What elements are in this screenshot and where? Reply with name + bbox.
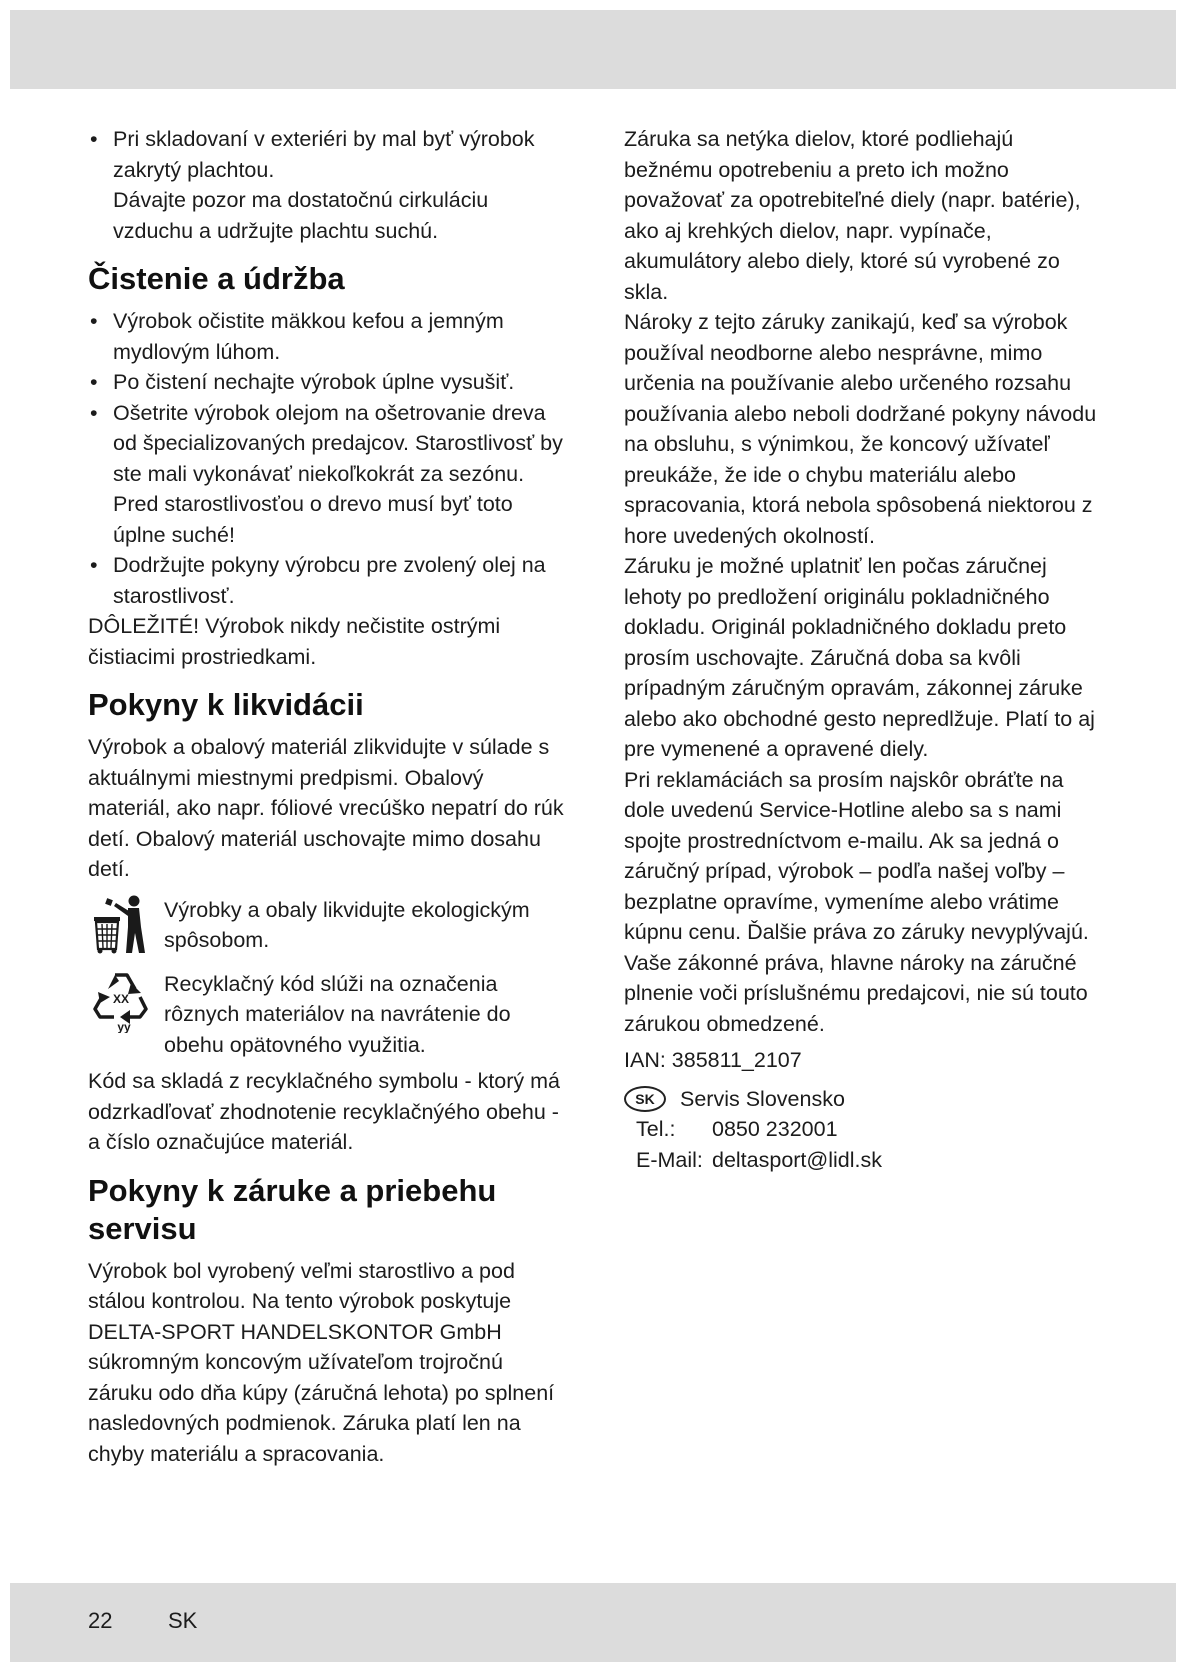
country-badge: SK [624,1086,666,1112]
storage-list [88,124,568,185]
trash-bin-person-icon [88,893,154,959]
list-item: • Po čistení nechajte výrobok úplne vysušiť. [88,367,568,398]
eco-disposal-text: Výrobky a obaly likvidujte ekologickým spôsobom. [164,897,530,952]
recycle-icon [88,967,154,1033]
recycle-code-explanation: Kód sa skladá z recyklačného symbolu - ktorý má odzrkadľovať zhodnotenie recyklačnýého obehu - a číslo označujúce materiál. [88,1069,561,1154]
tel-label: Tel.: [636,1117,676,1141]
eco-disposal-row [88,893,568,959]
email-value[interactable]: deltasport@lidl.sk [711,1147,882,1172]
warranty-text: Výrobok bol vyrobený veľmi starostlivo a pod stálou kontrolou. Na tento výrobok poskytuje DELTA-SPORT HANDELSKONTOR GmbH súkromným koncovým užívateľom trojročnú záruku odo dňa kúpy (záručná lehota) po splnení nasledovných podmienok. Záruka platí len na chyby materiálu a spracovania. [88,1258,555,1466]
email-label: E-Mail: [636,1147,703,1172]
cleaning-list [88,306,568,611]
warranty-heading: Pokyny k záruke a priebehu servisu [88,1172,497,1246]
disposal-text: Výrobok a obalový materiál zlikvidujte v súlade s aktuálnymi miestnymi predpismi. Obalový materiál, ako napr. fóliové vrecúško nepatrí do rúk detí. Obalový materiál uschovajte mimo dosahu detí. [88,735,564,881]
language-code: SK [168,1608,198,1633]
service-name: Servis Slovensko [680,1086,845,1111]
list-item: • Ošetrite výrobok olejom na ošetrovanie dreva od špecializovaných predajcov. Starostlivosť by ste mali vykonávať niekoľkokrát za sezónu. Pred starostlivosťou o drevo musí byť toto úplne suché! [88,398,568,551]
storage-continuation: Dávajte pozor ma dostatočnú cirkuláciu vzduchu a udržujte plachtu suchú. [113,188,489,243]
cleaning-heading: Čistenie a údržba [88,261,345,296]
warranty-void-conditions: Nároky z tejto záruky zanikajú, keď sa výrobok používal neodborne alebo nesprávne, mimo určenia na používanie alebo určeného rozsahu používania alebo neboli dodržané pokyny návodu na obsluhu, s výnimkou, že koncový užívateľ preukáže, že ide o chybu materiálu alebo spracovania, ktorá nebola spôsobená niektorou z hore uvedených okolností. [624,310,1097,548]
warranty-claim-period: Záruku je možné uplatniť len počas záručnej lehoty po predložení originálu pokladničného dokladu. Originál pokladničného dokladu preto prosím uschovajte. Záručná doba sa kvôli prípadným záručným opravám, zákonnej záruke alebo ako obchodné gesto nepredlžuje. Platí to aj pre vymenené a opravené diely. [624,554,1095,761]
disposal-heading: Pokyny k likvidácii [88,687,364,722]
list-item: • Dodržujte pokyny výrobcu pre zvolený olej na starostlivosť. [88,550,568,611]
warranty-exclusions: Záruka sa netýka dielov, ktoré podliehajú bežnému opotrebeniu a preto ich možno považovať za opotrebiteľné diely (napr. batérie), ako aj krehkých dielov, napr. vypínače, akumulátory alebo diely, ktoré sú vyrobené zo skla. [624,127,1081,304]
warranty-complaints: Pri reklamáciách sa prosím najskôr obráťte na dole uvedenú Service-Hotline alebo sa s nami spojte prostredníctvom e-mailu. Ak sa jedná o záručný prípad, výrobok – podľa našej voľby – bezplatne opravíme, vymeníme alebo vrátime kúpnu cenu. Ďalšie práva zo záruky nevyplývajú. Vaše zákonné práva, hlavne nároky na záručné plnenie voči príslušnému predajcovi, nie sú touto zárukou obmedzené. [624,767,1089,1036]
tel-value[interactable]: 0850 232001 [711,1117,838,1141]
service-contact [624,1084,1104,1176]
ian-number: IAN: 385811_2107 [624,1048,802,1072]
page-number: 22 [88,1608,113,1633]
recycle-code-text: Recyklačný kód slúži na označenia rôznych materiálov na navrátenie do obehu opätovného využitia. [164,971,511,1057]
header-band [10,10,1176,89]
right-column [624,124,1104,1175]
recycle-material-label: yy [117,1019,131,1033]
left-column [88,124,568,1469]
list-item: • Výrobok očistite mäkkou kefou a jemným mydlovým lúhom. [88,306,568,367]
recycle-code-label: XX [112,991,130,1006]
recycle-code-row [88,967,568,1061]
list-item: • Pri skladovaní v exteriéri by mal byť výrobok zakrytý plachtou. [88,124,568,185]
cleaning-warning: DÔLEŽITÉ! Výrobok nikdy nečistite ostrými čistiacimi prostriedkami. [88,614,501,669]
